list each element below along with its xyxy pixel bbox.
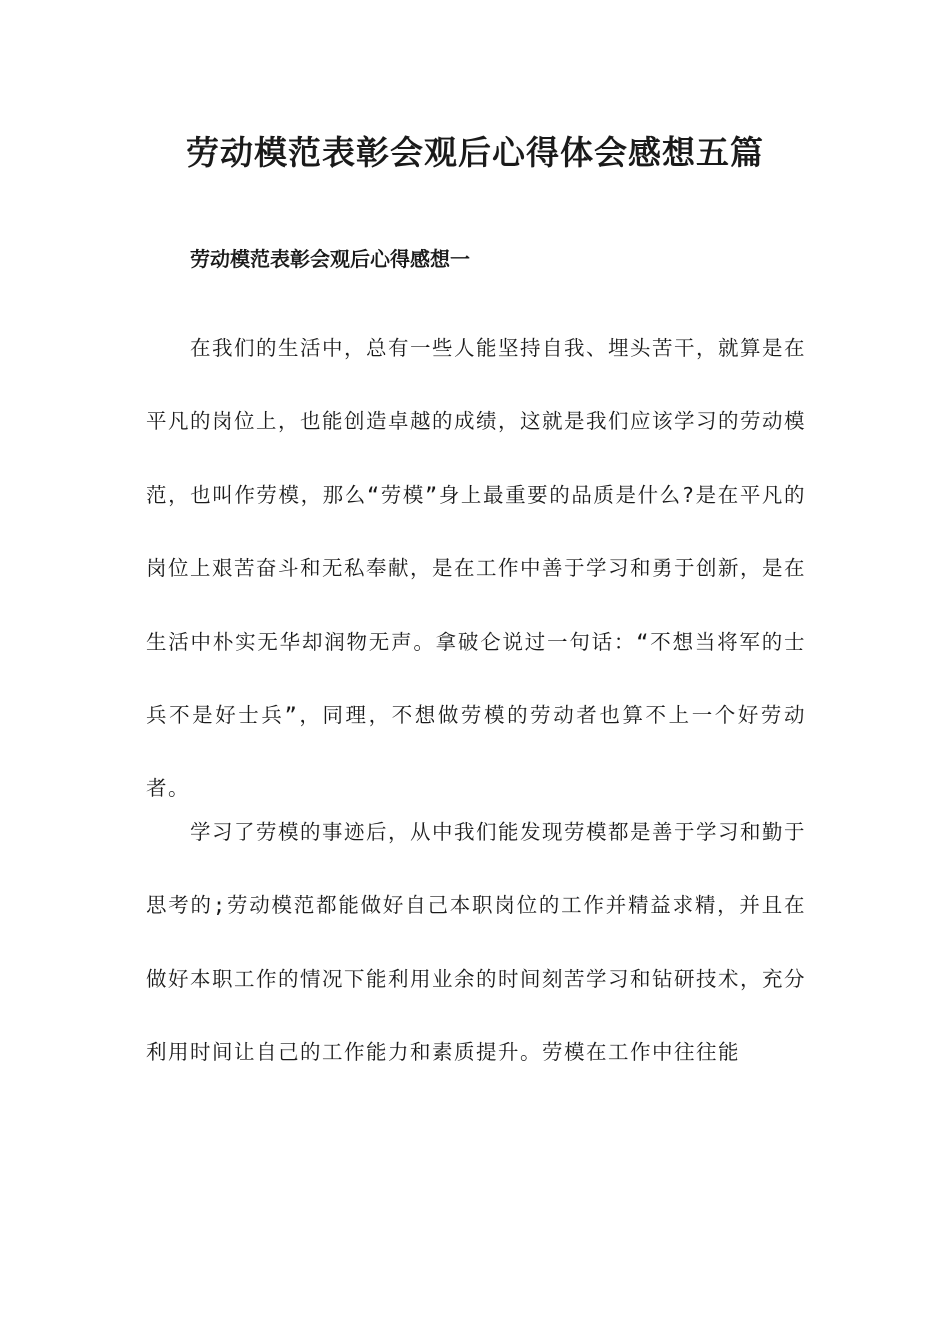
document-title: 劳动模范表彰会观后心得体会感想五篇 xyxy=(186,133,764,172)
body-paragraph: 在我们的生活中，总有一些人能坚持自我、埋头苦干，就算是在平凡的岗位上，也能创造卓越的成绩，这就是我们应该学习的劳动模范，也叫作劳模，那么“劳模”身上最重要的品质是什么?是在平凡的岗位上艰苦奋斗和无私奉献，是在工作中善于学习和勇于创新，是在生活中朴实无华却润物无声。拿破仑说过一句话：“不想当将军的士兵不是好士兵”，同理，不想做劳模的劳动者也算不上一个好劳动者。 xyxy=(146,336,806,801)
body-paragraph: 学习了劳模的事迹后，从中我们能发现劳模都是善于学习和勤于思考的;劳动模范都能做好自己本职岗位的工作并精益求精，并且在做好本职工作的情况下能利用业余的时间刻苦学习和钻研技术，充分利用时间让自己的工作能力和素质提升。劳模在工作中往往能 xyxy=(146,820,806,1065)
section-heading: 劳动模范表彰会观后心得感想一 xyxy=(190,247,470,271)
